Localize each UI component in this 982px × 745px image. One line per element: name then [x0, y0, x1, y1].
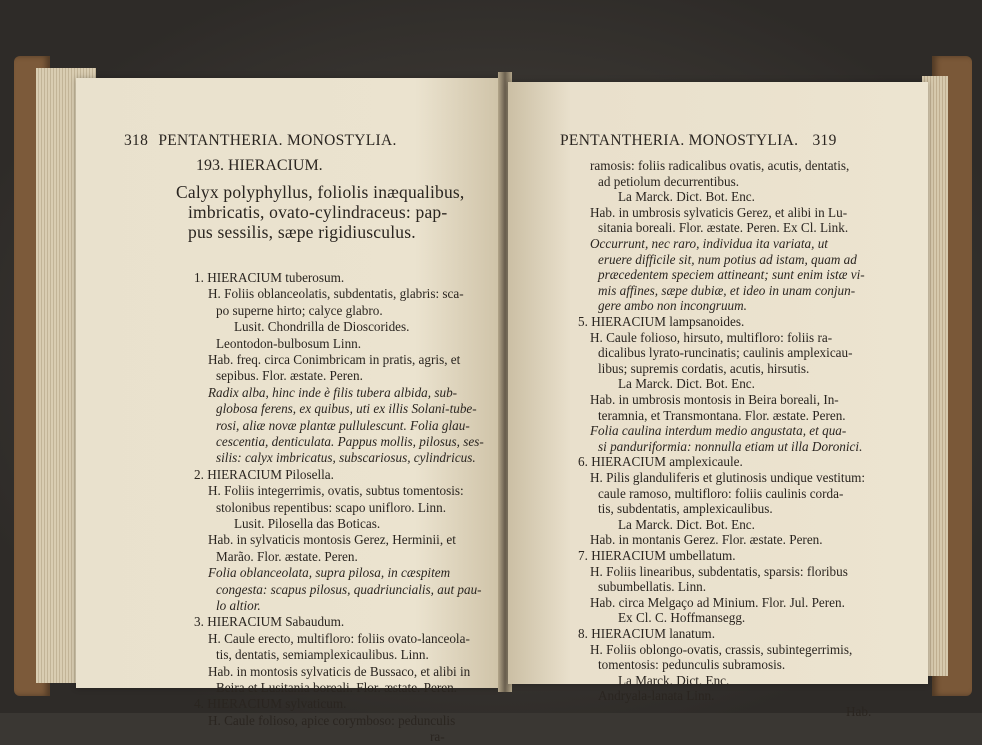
- text-line: Hab. in umbrosis sylvaticis Gerez, et alibi in Lu-: [590, 204, 848, 220]
- text-line: Hab. in montosis sylvaticis de Bussaco, et alibi in: [208, 663, 471, 679]
- text-line: ramosis: foliis radicalibus ovatis, acutis, dentatis,: [590, 158, 850, 173]
- text-line: si panduriformia: nonnulla etiam ut illa Doronici.: [598, 438, 863, 454]
- text-line: Andryala-lanata Linn.: [598, 688, 715, 704]
- text-line: Lusit. Pilosella das Boticas.: [234, 516, 381, 531]
- text-line: Hab. in sylvaticis montosis Gerez, Herminii, et: [208, 532, 456, 548]
- text-line: H. Caule folioso, hirsuto, multifloro: foliis ra-: [590, 329, 833, 345]
- text-line: Lusit. Chondrilla de Dioscorides.: [234, 319, 410, 335]
- left-page: [76, 78, 500, 745]
- text-line: Occurrunt, nec raro, individua ita variata, ut: [590, 236, 828, 251]
- open-book: [14, 48, 972, 745]
- text-line: Leontodon-bulbosum Linn.: [216, 335, 362, 351]
- text-line: Folia caulina interdum medio angustata, et qua-: [590, 423, 847, 439]
- text-line: tomentosis: pedunculis subramosis.: [598, 657, 786, 673]
- text-line: La Marck. Dict. Bot. Enc.: [618, 516, 755, 532]
- text-line: Beira et Lusitania boreali. Flor. æstate. Peren.: [216, 680, 457, 695]
- text-line: lo altior.: [216, 598, 261, 613]
- text-line: Ex Cl. C. Hoffmansegg.: [618, 610, 746, 626]
- text-line: Radix alba, hinc inde è filis tubera albida, sub-: [208, 384, 458, 400]
- text-line: dicalibus lyrato-runcinatis; caulinis amplexicau-: [598, 345, 853, 361]
- text-line: 3. HIERACIUM Sabaudum.: [194, 614, 345, 630]
- text-line: H. Foliis integerrimis, ovatis, subtus tomentosis:: [208, 483, 464, 499]
- text-line: H. Foliis oblongo-ovatis, crassis, subintegerrimis,: [590, 641, 853, 657]
- text-line: Marão. Flor. æstate. Peren.: [216, 548, 358, 564]
- text-line: globosa ferens, ex quibus, uti ex illis Solani-tube-: [216, 401, 477, 417]
- text-line: præcedentem speciem attineant; sunt enim istæ vi-: [598, 267, 865, 283]
- right-running-head-text: PENTANTHERIA. MONOSTYLIA.: [560, 132, 799, 149]
- text-line: La Marck. Dict. Bot. Enc.: [618, 376, 755, 392]
- text-line: congesta: scapus pilosus, quadriuncialis, aut pau-: [216, 581, 482, 597]
- text-line: stolonibus repentibus: scapo unifloro. Linn.: [216, 499, 447, 515]
- text-line: sitania boreali. Flor. æstate. Peren. Ex Cl. Link.: [598, 220, 849, 236]
- text-line: silis: calyx imbricatus, subscariosus, cylindricus.: [216, 450, 476, 466]
- text-line: 8. HIERACIUM lanatum.: [578, 626, 715, 641]
- text-line: sepibus. Flor. æstate. Peren.: [216, 368, 363, 384]
- text-line: La Marck. Dict. Enc.: [618, 672, 730, 688]
- text-line: tis, dentatis, semiamplexicaulibus. Linn.: [216, 647, 429, 663]
- text-line: 1. HIERACIUM tuberosum.: [194, 270, 345, 285]
- text-line: ad petiolum decurrentibus.: [598, 173, 739, 189]
- text-line: eruere difficile sit, num potius ad istam, quam ad: [598, 251, 857, 267]
- text-line: La Marck. Dict. Bot. Enc.: [618, 189, 755, 205]
- right-page-number: 319: [812, 132, 837, 149]
- diagnosis-line: Calyx polyphyllus, foliolis inæqualibus,: [176, 182, 465, 202]
- text-line: subumbellatis. Linn.: [598, 579, 707, 595]
- text-line: mis affines, sæpe dubiæ, et ideo in unam conjun-: [598, 282, 856, 298]
- text-line: 5. HIERACIUM lampsanoides.: [578, 314, 745, 329]
- text-line: H. Caule erecto, multifloro: foliis ovato-lanceola-: [208, 630, 470, 646]
- text-line: ra-: [430, 729, 445, 745]
- text-line: tis, subdentatis, amplexicaulibus.: [598, 501, 773, 517]
- text-line: 2. HIERACIUM Pilosella.: [194, 466, 334, 482]
- text-line: gere ambo non incongruum.: [598, 298, 747, 314]
- genus-heading: 193. HIERACIUM.: [196, 157, 323, 174]
- text-line: Hab. freq. circa Conimbricam in pratis, agris, et: [208, 352, 461, 367]
- text-line: Hab.: [846, 704, 872, 719]
- text-line: 7. HIERACIUM umbellatum.: [578, 548, 736, 563]
- text-line: 6. HIERACIUM amplexicaule.: [578, 454, 743, 470]
- text-line: cescentia, denticulata. Pappus mollis, pilosus, ses-: [216, 434, 484, 449]
- text-line: H. Pilis glanduliferis et glutinosis undique vestitum:: [590, 470, 866, 485]
- text-line: po superne hirto; calyce glabro.: [216, 302, 383, 318]
- left-running-head: [124, 132, 397, 150]
- text-line: caule ramoso, multifloro: foliis caulinis corda-: [598, 485, 844, 501]
- right-page: [508, 82, 928, 719]
- left-running-head-text: PENTANTHERIA. MONOSTYLIA.: [158, 132, 397, 149]
- text-line: teramnia, et Transmontana. Flor. æstate. Peren.: [598, 407, 846, 423]
- text-line: Folia oblanceolata, supra pilosa, in cæspitem: [208, 565, 451, 581]
- text-line: Hab. circa Melgaço ad Minium. Flor. Jul. Peren.: [590, 594, 845, 610]
- diagnosis-line: pus sessilis, sæpe rigidiusculus.: [188, 222, 416, 242]
- right-running-head: [560, 132, 837, 150]
- diagnosis-line: imbricatis, ovato-cylindraceus: pap-: [188, 202, 448, 222]
- text-line: Hab. in umbrosis montosis in Beira boreali, In-: [590, 392, 839, 407]
- text-line: H. Foliis oblanceolatis, subdentatis, glabris: sca-: [208, 286, 464, 302]
- text-line: libus; supremis cordatis, acutis, hirsutis.: [598, 360, 810, 376]
- text-line: Hab. in montanis Gerez. Flor. æstate. Peren.: [590, 532, 823, 548]
- left-page-number: 318: [124, 132, 149, 149]
- text-line: H. Foliis linearibus, subdentatis, sparsis: floribus: [590, 563, 848, 579]
- text-line: rosi, aliæ novæ plantæ pullulescunt. Folia glau-: [216, 417, 470, 433]
- text-line: H. Caule folioso, apice corymboso: pedunculis: [208, 712, 456, 728]
- text-line: 4. HIERACIUM sylvaticum.: [194, 696, 347, 712]
